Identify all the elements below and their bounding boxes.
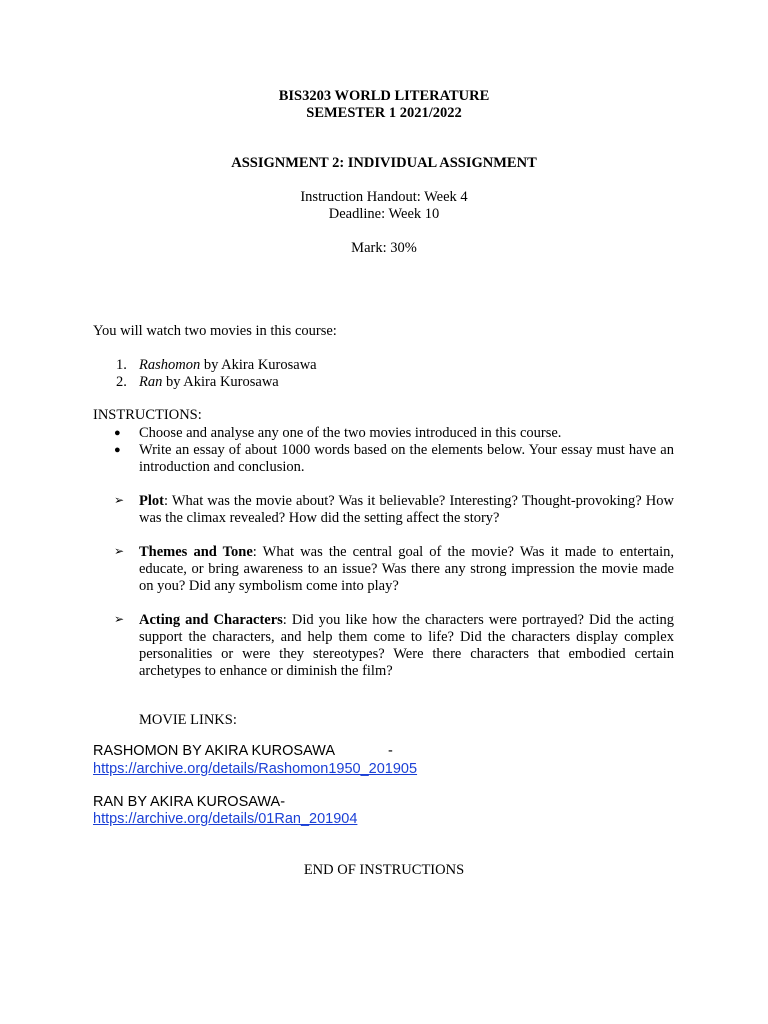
- deadline-line: Deadline: Week 10: [328, 206, 440, 222]
- instructions-heading: INSTRUCTIONS:: [93, 407, 202, 423]
- list-item: [139, 357, 317, 374]
- element-plot: [139, 493, 674, 527]
- end-of-instructions: END OF INSTRUCTIONS: [303, 862, 465, 878]
- element-text: : What was the central goal of the movie? Was it made to entertain, educate, or bring awareness to an issue? Was there any strong impression the movie made on you? Did any symbolism come into play?: [139, 544, 674, 594]
- intro-text: You will watch two movies in this course:: [93, 323, 337, 339]
- element-term: Acting and Characters: [139, 612, 283, 628]
- element-text: : What was the movie about? Was it believable? Interesting? Thought-provoking? How was the climax revealed? How did the setting affect the story?: [139, 493, 674, 526]
- handout-line: Instruction Handout: Week 4: [300, 189, 468, 205]
- mark-line: Mark: 30%: [351, 240, 417, 256]
- ran-link[interactable]: https://archive.org/details/01Ran_201904: [93, 811, 358, 827]
- rashomon-link-label: RASHOMON BY AKIRA KUROSAWA: [93, 743, 335, 759]
- element-term: Plot: [139, 493, 164, 509]
- movie-author: by Akira Kurosawa: [162, 374, 279, 390]
- element-acting-characters: [139, 612, 674, 680]
- list-item-number: 2.: [116, 374, 127, 390]
- list-item-number: 1.: [116, 357, 127, 373]
- bullet-icon: ●: [114, 444, 121, 456]
- element-term: Themes and Tone: [139, 544, 253, 560]
- movie-title: Ran: [139, 374, 163, 390]
- arrow-bullet-icon: ➢: [114, 612, 125, 626]
- movie-links-heading: MOVIE LINKS:: [139, 712, 237, 728]
- arrow-bullet-icon: ➢: [114, 544, 125, 558]
- course-title: BIS3203 WORLD LITERATURE: [278, 88, 490, 104]
- movie-author: by Akira Kurosawa: [200, 357, 317, 373]
- element-themes-tone: [139, 544, 674, 595]
- instruction-bullet: Choose and analyse any one of the two movies introduced in this course.: [139, 425, 562, 441]
- list-item: [139, 374, 279, 391]
- ran-link-label: RAN BY AKIRA KUROSAWA-: [93, 794, 286, 810]
- bullet-icon: ●: [114, 427, 121, 439]
- rashomon-link-dash: -: [388, 743, 393, 759]
- element-text: : Did you like how the characters were portrayed? Did the acting support the characters, and help them come to life? Did the characters display complex personalities or were they stereotypes? Were there characters that embodied certain archetypes to enhance or diminish the film?: [139, 612, 674, 679]
- semester-title: SEMESTER 1 2021/2022: [306, 105, 462, 121]
- arrow-bullet-icon: ➢: [114, 493, 125, 507]
- assignment-title: ASSIGNMENT 2: INDIVIDUAL ASSIGNMENT: [231, 155, 537, 171]
- rashomon-link[interactable]: https://archive.org/details/Rashomon1950_201905: [93, 761, 418, 777]
- movie-title: Rashomon: [139, 357, 201, 373]
- instruction-bullet: Write an essay of about 1000 words based on the elements below. Your essay must have an introduction and conclusion.: [139, 442, 674, 475]
